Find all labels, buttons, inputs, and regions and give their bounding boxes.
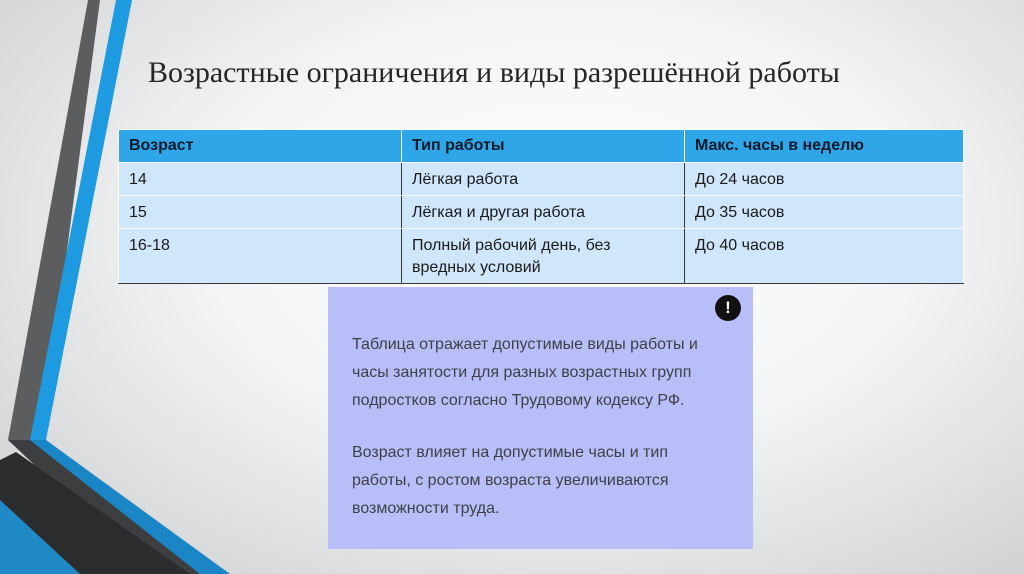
age-restrictions-table bbox=[118, 129, 964, 284]
table-cell-work-type: Лёгкая работа bbox=[402, 163, 685, 196]
table-cell-age: 15 bbox=[119, 196, 402, 229]
info-note bbox=[328, 287, 753, 549]
slide-title: Возрастные ограничения и виды разрешённой работы bbox=[148, 56, 840, 89]
table-header-row bbox=[119, 130, 964, 163]
table-cell-work-type: Лёгкая и другая работа bbox=[402, 196, 685, 229]
table-row bbox=[119, 196, 964, 229]
column-header-work-type: Тип работы bbox=[402, 130, 685, 163]
table-cell-work-type: Полный рабочий день, без вредных условий bbox=[402, 229, 685, 284]
table-cell-max-hours: До 35 часов bbox=[685, 196, 964, 229]
table-cell-age: 14 bbox=[119, 163, 402, 196]
exclamation-icon: ! bbox=[715, 295, 741, 321]
table-row bbox=[119, 229, 964, 284]
note-paragraph: Таблица отражает допустимые виды работы и часы занятости для разных возрастных групп подростков согласно Трудовому кодексу РФ. bbox=[352, 336, 698, 409]
column-header-age: Возраст bbox=[119, 130, 402, 163]
column-header-max-hours: Макс. часы в неделю bbox=[685, 130, 964, 163]
table-cell-max-hours: До 40 часов bbox=[685, 229, 964, 284]
table-cell-max-hours: До 24 часов bbox=[685, 163, 964, 196]
table-cell-age: 16-18 bbox=[119, 229, 402, 284]
table-row bbox=[119, 163, 964, 196]
note-paragraph: Возраст влияет на допустимые часы и тип работы, с ростом возраста увеличиваются возможности труда. bbox=[352, 444, 669, 517]
